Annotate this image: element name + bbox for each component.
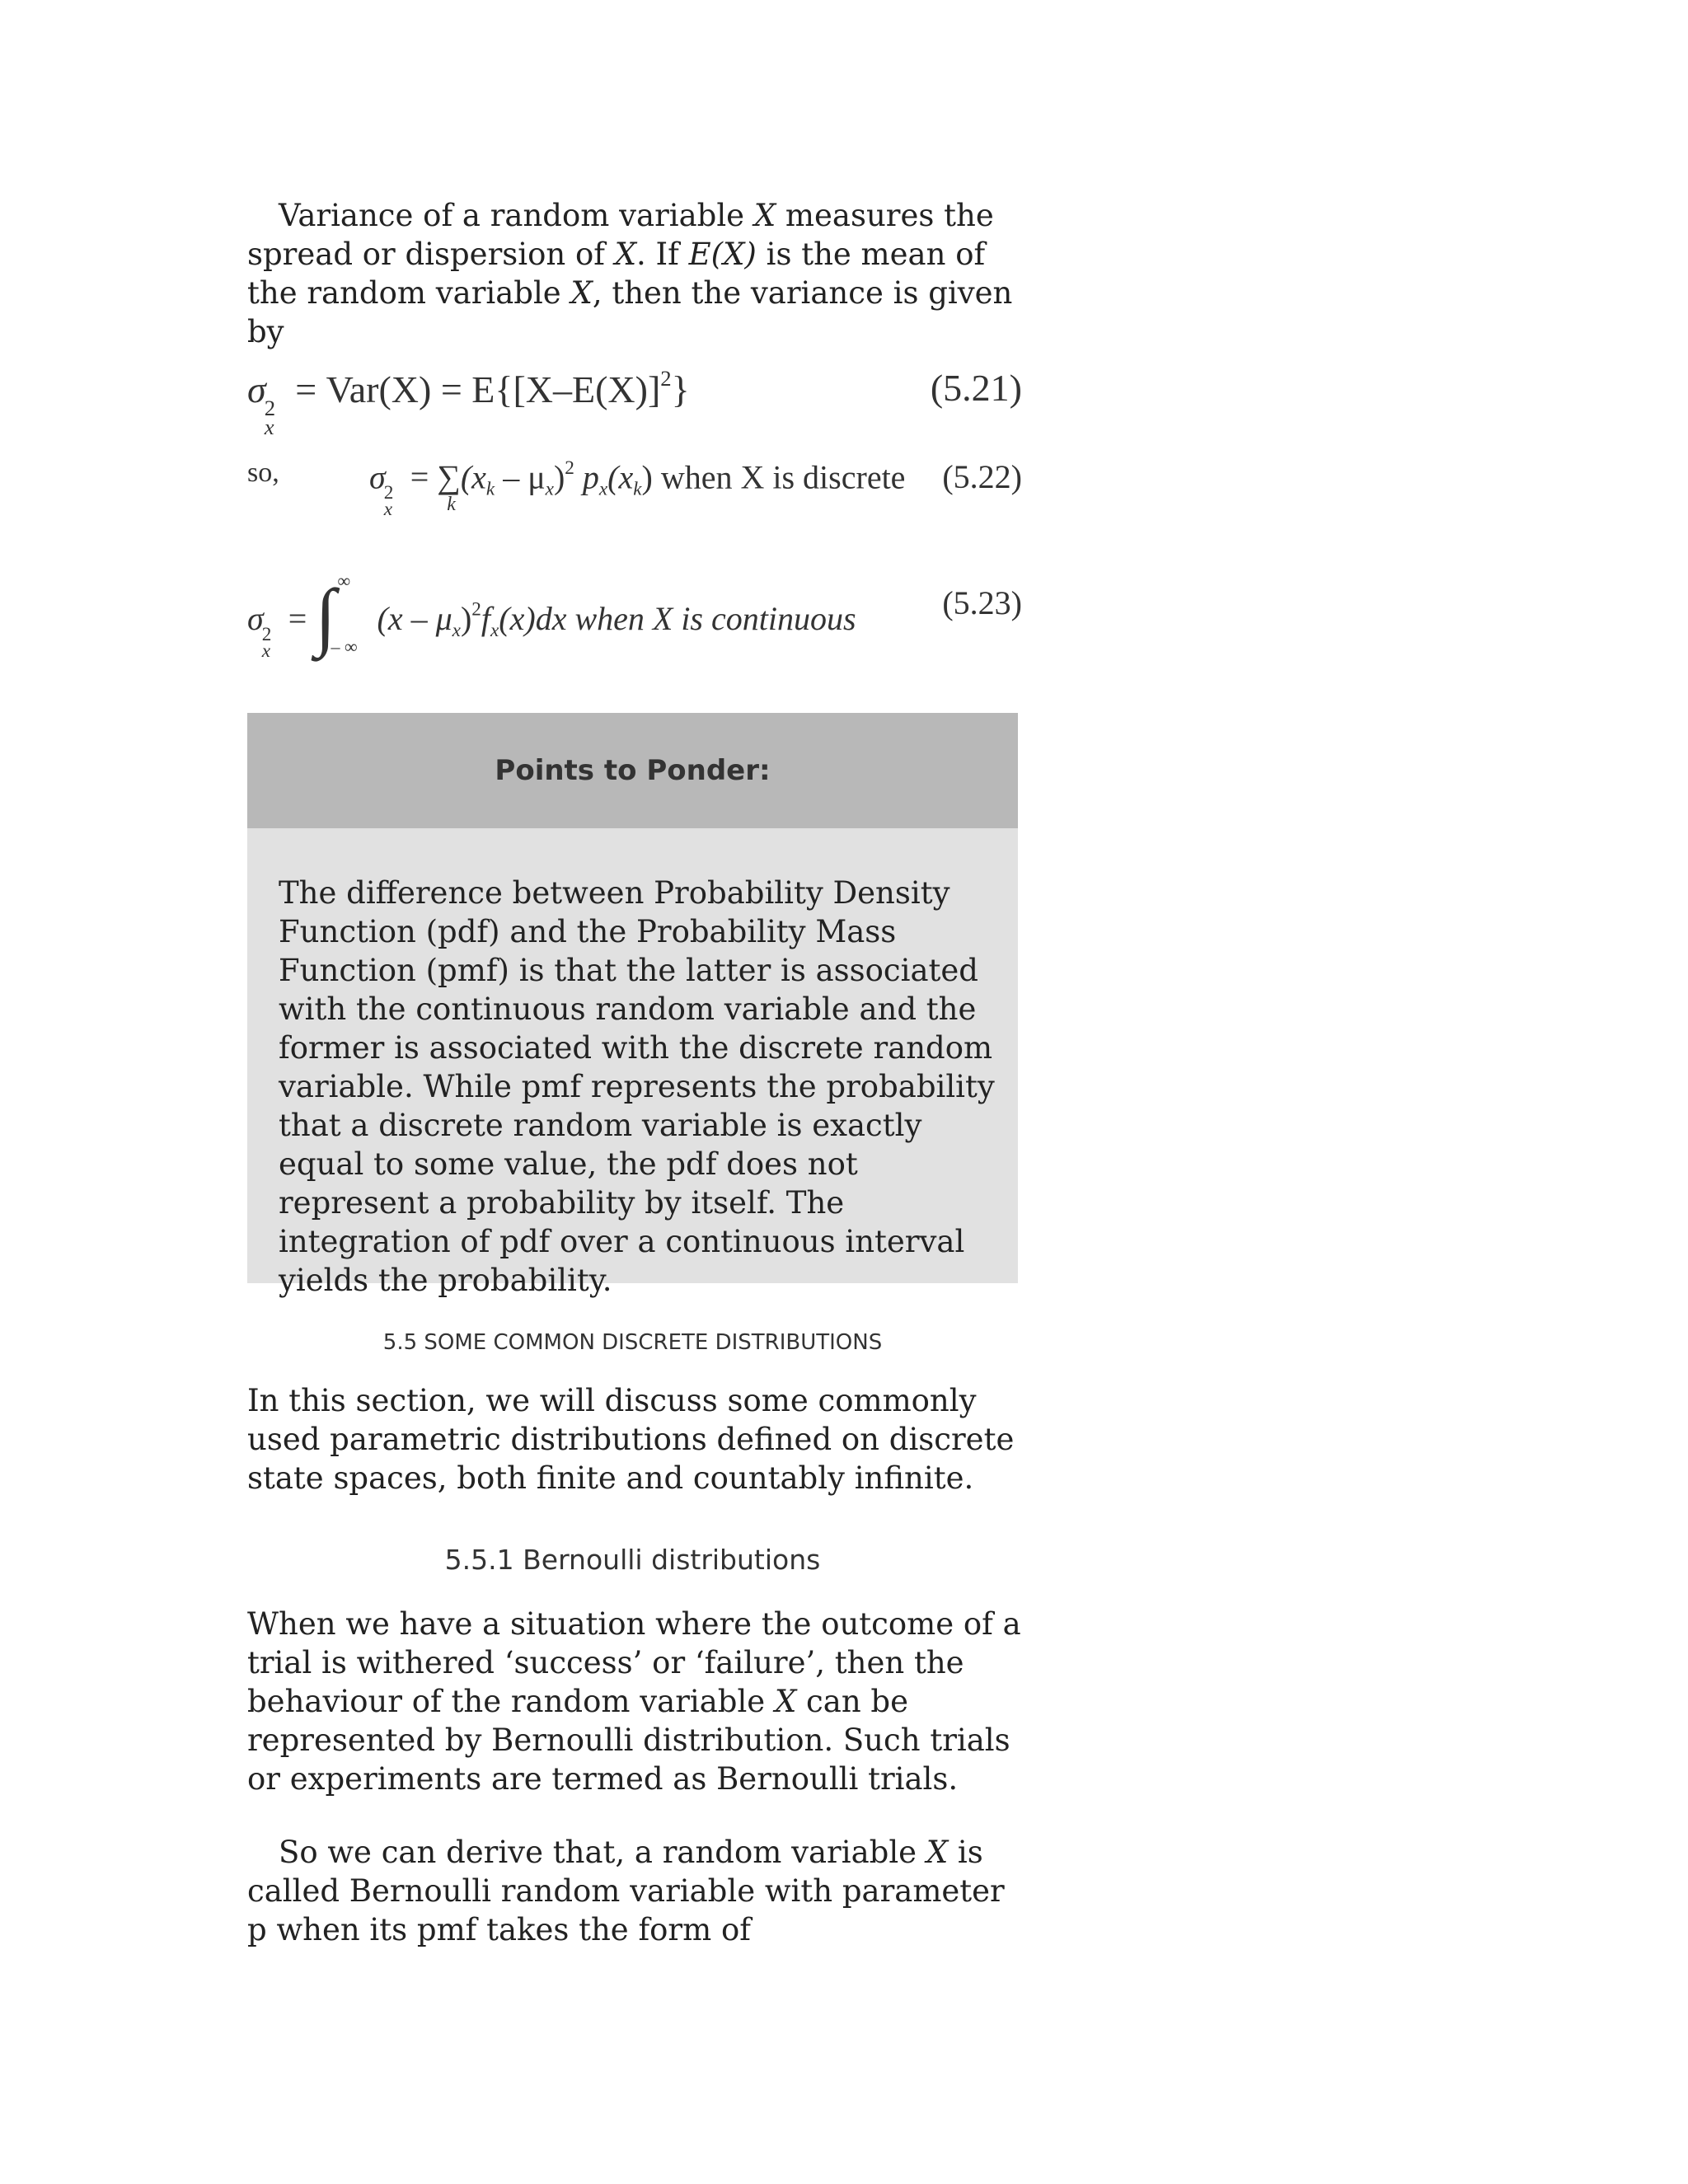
variable-x: X [753,198,776,233]
superscript: 2 [261,624,272,646]
section-heading: 5.5 SOME COMMON DISCRETE DISTRIBUTIONS [382,1330,883,1355]
subscript: x [261,640,271,662]
summation [437,457,461,516]
section-intro-paragraph: In this section, we will discuss some commonly used parametric distributions defined on discrete state spaces, both finite and countably infinite. [247,1383,1015,1496]
variance-intro-paragraph [247,196,1022,351]
variance-expression: = Var(X) = E{[X–E(X)] [285,368,661,410]
text-run: can be represented by Bernoulli distribution. Such trials or experiments are termed as Bernoulli trials. [247,1684,1010,1797]
superscript: 2 [383,482,394,504]
ponder-text: The difference between Probability Density Function (pdf) and the Probability Mass Function (pmf) is that the latter is associated with the continuous random variable and the former is associated with the discrete random variable. While pmf represents the probability that a discrete random variable is exactly equal to some value, the pdf does not represent a probability by itself. The integration of pdf over a continuous interval yields the probability. [279,875,995,1298]
text-run: So we can derive that, a random variable [279,1835,926,1870]
expr-part: (x)dx when X is continuous [499,600,856,637]
equation-5-22 [247,457,1022,523]
equation-expression [247,366,690,439]
text-run: Variance of a random variable [279,198,754,233]
expr-part: – μ [495,458,546,496]
points-to-ponder-box [247,713,1018,1298]
sigma-symbol: σ [247,600,264,637]
ponder-title: Points to Ponder: [247,713,1018,828]
equation-5-21 [247,366,1022,439]
closing-brace: } [671,368,690,410]
expr-part: (x – μ [368,600,452,637]
expr-part: p [574,458,599,496]
subscript: k [633,478,642,500]
variable-x: X [570,275,593,311]
superscript: 2 [565,457,574,479]
upper-limit: ∞ [337,569,351,591]
text-run: . If [636,237,689,272]
expr-part: f [481,600,490,637]
variable-x: X [926,1835,949,1870]
expr-part: ) [460,600,472,637]
subscript: x [452,620,461,642]
equals-sign: = [401,458,438,496]
superscript: 2 [471,598,481,621]
variable-x: X [614,237,637,272]
expr-part: (x [460,458,486,496]
subscript: x [383,499,393,521]
equation-expression [369,457,906,521]
subscript: x [545,478,554,500]
lower-limit: – ∞ [331,635,358,657]
text-run: , then the variance is given by [247,275,1013,349]
superscript: 2 [660,366,672,391]
equation-number: (5.23) [942,584,1022,621]
equation-5-23 [247,569,1022,662]
equation-expression [247,569,856,662]
expectation-ex: E(X) [688,237,757,272]
superscript: 2 [264,396,276,420]
expr-part: ) [553,458,565,496]
text-run: is called Bernoulli random variable with parameter p when its pmf takes the form of [247,1835,1005,1947]
bernoulli-paragraph [247,1605,1026,1798]
expr-part: ) when X is discrete [641,458,906,496]
expr-part: (x [607,458,634,496]
text-run: is the mean of the random variable [247,237,986,311]
subscript: x [598,478,608,500]
equation-number: (5.22) [942,458,1022,495]
text-run: measures the spread or dispersion of [247,198,994,272]
variable-x: X [774,1684,797,1719]
derive-paragraph [247,1833,1026,1949]
subscript: k [485,478,495,500]
sigma-symbol: σ [369,458,386,496]
sigma-symbol: σ [247,368,266,410]
equation-number: (5.21) [930,367,1022,409]
so-prefix: so, [247,457,279,488]
subsection-heading: 5.5.1 Bernoulli distributions [444,1544,821,1576]
integral-icon: ∫ [315,574,336,658]
subscript: x [490,620,499,642]
equals-sign: = [279,600,316,637]
sum-index: k [447,494,456,516]
sum-symbol: ∑ [437,458,461,496]
integral-limits [331,569,369,657]
subscript: x [264,414,274,439]
text-run: When we have a situation where the outcome of a trial is withered ‘success’ or ‘failure’, then the behaviour of the random variable [247,1606,1021,1719]
